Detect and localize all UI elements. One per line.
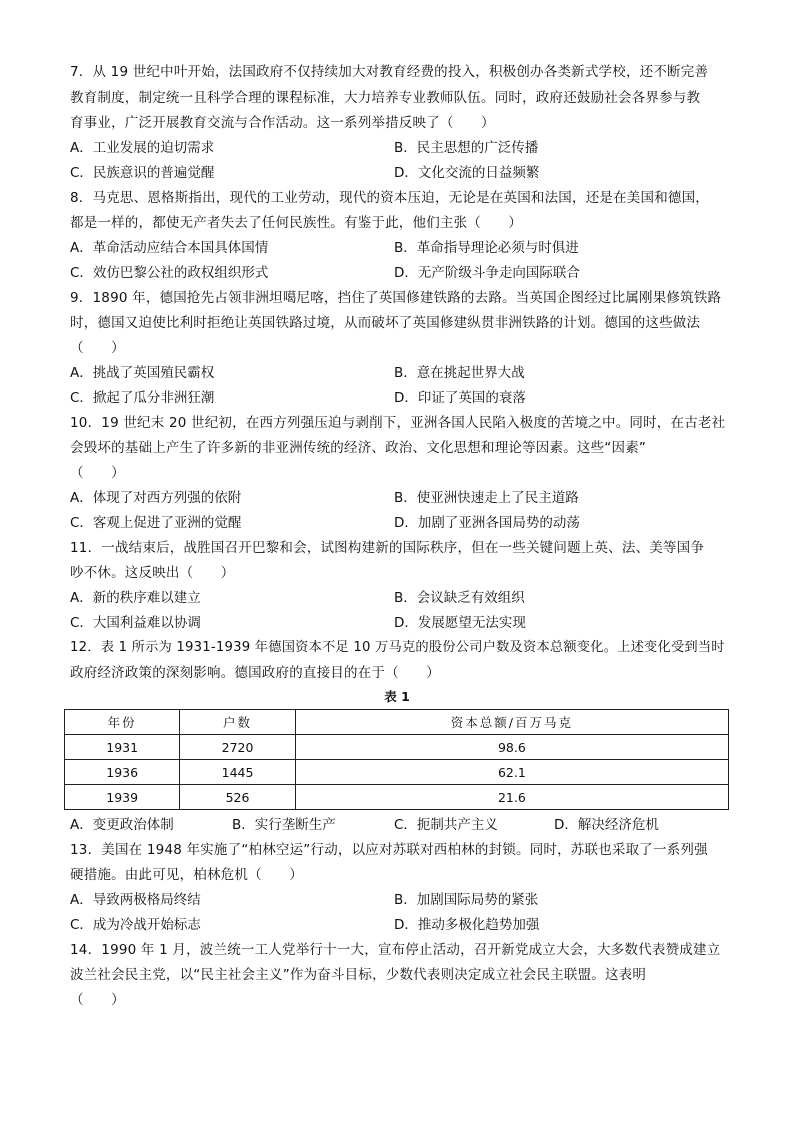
q12-stem-line-2: 政府经济政策的深刻影响。德国政府的直接目的在于（ ）: [70, 665, 440, 681]
q10-stem-line-2: 会毁坏的基础上产生了许多新的非亚洲传统的经济、政治、文化思想和理论等因素。这些“因素”: [70, 440, 647, 456]
q11-stem-line-1: 11．一战结束后，战胜国召开巴黎和会，试图构建新的国际秩序，但在一些关键问题上英、法、美等国争: [70, 540, 705, 556]
table-header-capital: 资本总额/百万马克: [295, 710, 728, 735]
table-cell-year: 1939: [65, 785, 180, 810]
q9-option-c[interactable]: C．掀起了瓜分非洲狂潮: [70, 390, 215, 406]
q7-option-b[interactable]: B．民主思想的广泛传播: [394, 140, 539, 156]
q9-stem-line-3: （ ）: [70, 340, 125, 356]
q13-stem-line-2: 硬措施。由此可见，柏林危机（ ）: [70, 867, 303, 883]
q12-option-a[interactable]: A．变更政治体制: [70, 817, 174, 833]
table-row: [65, 735, 729, 760]
q13-option-c[interactable]: C．成为冷战开始标志: [70, 917, 201, 933]
table-cell-year: 1931: [65, 735, 180, 760]
q11-option-d[interactable]: D．发展愿望无法实现: [394, 615, 526, 631]
q12-option-c[interactable]: C．扼制共产主义: [394, 817, 498, 833]
q14-stem-line-1: 14．1990 年 1 月，波兰统一工人党举行十一大，宣布停止活动，召开新党成立大会，大多数代表赞成建立: [70, 942, 721, 958]
table-cell-count: 2720: [180, 735, 295, 760]
q12-stem-line-1: 12．表 1 所示为 1931-1939 年德国资本不足 10 万马克的股份公司户数及资本总额变化。上述变化受到当时: [70, 640, 725, 655]
table-cell-capital: 62.1: [295, 760, 728, 785]
q14-stem-line-2: 波兰社会民主党，以“民主社会主义”作为奋斗目标，少数代表则决定成立社会民主联盟。这表明: [70, 967, 647, 983]
q12-option-d[interactable]: D．解决经济危机: [554, 817, 659, 833]
q7-option-d[interactable]: D．文化交流的日益频繁: [394, 165, 540, 181]
q10-stem-line-3: （ ）: [70, 465, 125, 481]
q10-option-c[interactable]: C．客观上促进了亚洲的觉醒: [70, 515, 242, 531]
table-caption: 表 1: [384, 689, 410, 704]
q13-option-d[interactable]: D．推动多极化趋势加强: [394, 917, 540, 933]
data-table: [64, 709, 729, 810]
q11-option-a[interactable]: A．新的秩序难以建立: [70, 590, 201, 606]
q10-option-d[interactable]: D．加剧了亚洲各国局势的动荡: [394, 515, 580, 531]
table-row: [65, 760, 729, 785]
q7-option-a[interactable]: A．工业发展的迫切需求: [70, 140, 215, 156]
q9-option-a[interactable]: A．挑战了英国殖民霸权: [70, 365, 215, 381]
q8-option-b[interactable]: B．革命指导理论必须与时俱进: [394, 240, 579, 256]
table-cell-count: 526: [180, 785, 295, 810]
q14-stem-line-3: （ ）: [70, 992, 125, 1008]
q7-stem-line-3: 育事业，广泛开展教育交流与合作活动。这一系列举措反映了（ ）: [70, 115, 495, 131]
table-header-count: 户数: [180, 710, 295, 735]
q10-option-a[interactable]: A．体现了对西方列强的依附: [70, 490, 242, 506]
q9-option-d[interactable]: D．印证了英国的衰落: [394, 390, 526, 406]
q9-option-b[interactable]: B．意在挑起世界大战: [394, 365, 525, 381]
q13-stem-line-1: 13．美国在 1948 年实施了“柏林空运”行动，以应对苏联对西柏林的封锁。同时，苏联也采取了一系列强: [70, 842, 708, 858]
q12-option-b[interactable]: B．实行垄断生产: [232, 817, 336, 833]
q13-option-a[interactable]: A．导致两极格局终结: [70, 892, 201, 908]
table-cell-year: 1936: [65, 760, 180, 785]
q7-stem-line-1: 7．从 19 世纪中叶开始，法国政府不仅持续加大对教育经费的投入，积极创办各类新式学校，还不断完善: [70, 64, 709, 80]
q8-option-a[interactable]: A．革命活动应结合本国具体国情: [70, 240, 269, 256]
q8-option-d[interactable]: D．无产阶级斗争走向国际联合: [394, 265, 580, 281]
q9-stem-line-2: 时，德国又迫使比利时拒绝让英国铁路过境，从而破坏了英国修建纵贯非洲铁路的计划。德国的这些做法: [70, 315, 701, 331]
q10-stem-line-1: 10．19 世纪末 20 世纪初，在西方列强压迫与剥削下，亚洲各国人民陷入极度的苦境之中。同时，在古老社: [70, 415, 726, 431]
table-cell-capital: 21.6: [295, 785, 728, 810]
table-row: [65, 785, 729, 810]
table-header-year: 年份: [65, 710, 180, 735]
q7-stem-line-2: 教育制度，制定统一且科学合理的课程标准，大力培养专业教师队伍。同时，政府还鼓励社会各界参与教: [70, 90, 701, 106]
q11-option-c[interactable]: C．大国利益难以协调: [70, 615, 201, 631]
q10-option-b[interactable]: B．使亚洲快速走上了民主道路: [394, 490, 579, 506]
q11-option-b[interactable]: B．会议缺乏有效组织: [394, 590, 525, 606]
q7-option-c[interactable]: C．民族意识的普遍觉醒: [70, 165, 215, 181]
table-cell-capital: 98.6: [295, 735, 728, 760]
table-cell-count: 1445: [180, 760, 295, 785]
q8-option-c[interactable]: C．效仿巴黎公社的政权组织形式: [70, 265, 269, 281]
q11-stem-line-2: 吵不休。这反映出（ ）: [70, 565, 235, 581]
q8-stem-line-2: 都是一样的，都使无产者失去了任何民族性。有鉴于此，他们主张（ ）: [70, 215, 523, 231]
table-header-row: [65, 710, 729, 735]
q8-stem-line-1: 8．马克思、恩格斯指出，现代的工业劳动，现代的资本压迫，无论是在英国和法国，还是在美国和德国，: [70, 190, 709, 206]
q13-option-b[interactable]: B．加剧国际局势的紧张: [394, 892, 539, 908]
q9-stem-line-1: 9．1890 年，德国抢先占领非洲坦噶尼喀，挡住了英国修建铁路的去路。当英国企图经过比属刚果修筑铁路: [70, 290, 722, 306]
